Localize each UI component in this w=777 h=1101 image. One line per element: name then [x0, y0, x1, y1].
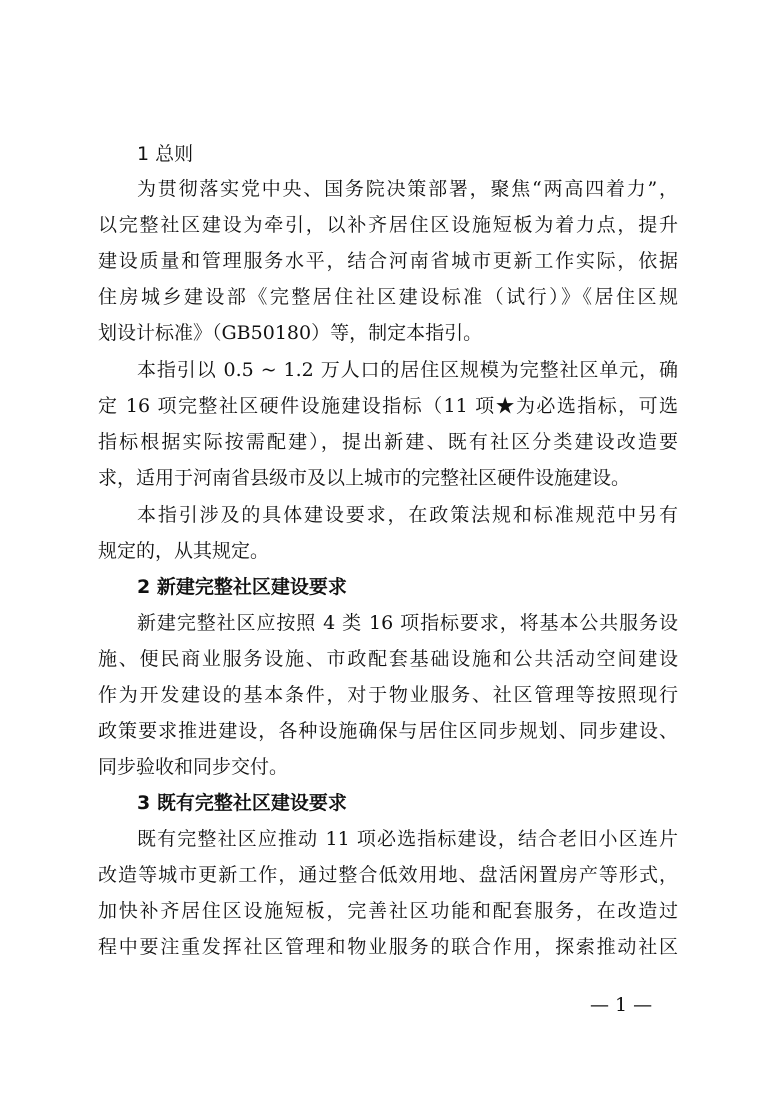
page-number: — 1 — — [590, 994, 653, 1016]
section-heading-new-build: 2 新建完整社区建设要求 — [137, 576, 347, 598]
paragraph-line: 为贯彻落实党中央、国务院决策部署，聚焦“两高四着力”， — [137, 178, 678, 200]
section-heading-existing: 3 既有完整社区建设要求 — [137, 792, 347, 814]
paragraph-line: 规定的，从其规定。 — [98, 540, 270, 562]
paragraph-line: 作为开发建设的基本条件，对于物业服务、社区管理等按照现行 — [98, 684, 678, 706]
paragraph-line: 改造等城市更新工作，通过整合低效用地、盘活闲置房产等形式， — [98, 864, 678, 886]
paragraph-line: 求，适用于河南省县级市及以上城市的完整社区硬件设施建设。 — [98, 467, 631, 489]
paragraph-line: 施、便民商业服务设施、市政配套基础设施和公共活动空间建设 — [98, 648, 678, 670]
paragraph-line: 同步验收和同步交付。 — [98, 756, 289, 778]
paragraph-line: 本指引涉及的具体建设要求，在政策法规和标准规范中另有 — [137, 504, 678, 526]
paragraph-line: 以完整社区建设为牵引，以补齐居住区设施短板为着力点，提升 — [98, 214, 678, 236]
paragraph-line: 划设计标准》（GB50180）等，制定本指引。 — [98, 322, 483, 344]
paragraph-line: 建设质量和管理服务水平，结合河南省城市更新工作实际，依据 — [98, 250, 678, 272]
paragraph-line: 本指引以 0.5 ~ 1.2 万人口的居住区规模为完整社区单元，确 — [137, 359, 678, 381]
paragraph-line: 程中要注重发挥社区管理和物业服务的联合作用，探索推动社区 — [98, 936, 678, 958]
paragraph-line: 新建完整社区应按照 4 类 16 项指标要求，将基本公共服务设 — [137, 612, 678, 634]
paragraph-line: 加快补齐居住区设施短板，完善社区功能和配套服务，在改造过 — [98, 900, 678, 922]
paragraph-line: 定 16 项完整社区硬件设施建设指标（11 项★为必选指标，可选 — [98, 395, 678, 417]
paragraph-line: 既有完整社区应推动 11 项必选指标建设，结合老旧小区连片 — [137, 828, 678, 850]
section-heading-general: 1 总则 — [137, 143, 194, 165]
paragraph-line: 住房城乡建设部《完整居住社区建设标准（试行）》《居住区规 — [98, 286, 678, 308]
paragraph-line: 政策要求推进建设，各种设施确保与居住区同步规划、同步建设、 — [98, 720, 678, 742]
paragraph-line: 指标根据实际按需配建），提出新建、既有社区分类建设改造要 — [98, 431, 678, 453]
